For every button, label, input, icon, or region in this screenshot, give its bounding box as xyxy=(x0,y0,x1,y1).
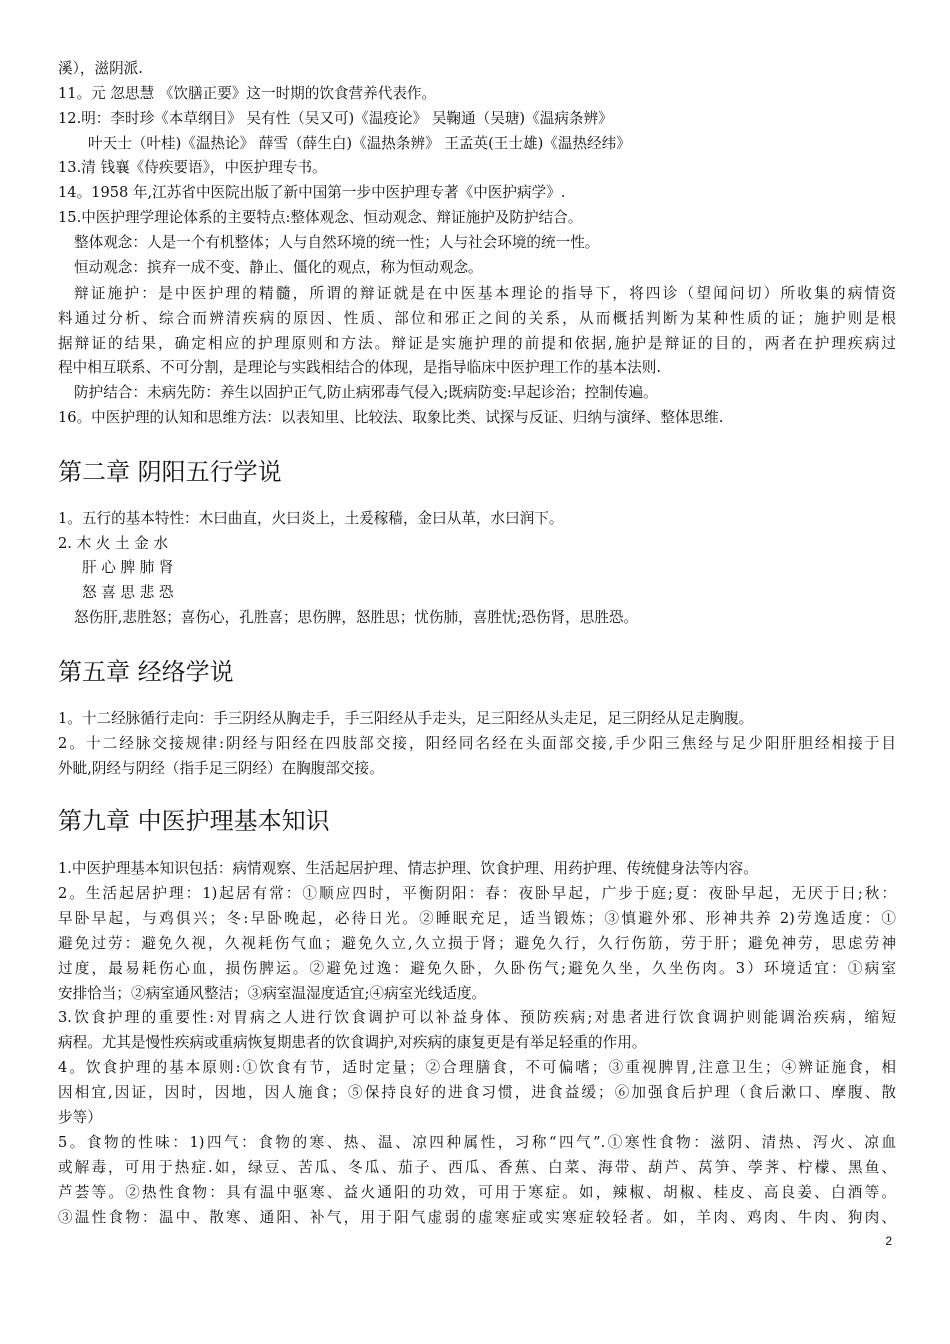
chapter-heading: 第二章 阴阳五行学说 xyxy=(58,458,282,486)
text-line: 13.清 钱襄《侍疾要语》，中医护理专书。 xyxy=(58,159,327,176)
text-line: 叶天士（叶桂)《温热论》 薛雪（薛生白)《温热条辨》 王孟英(王士雄)《温热经纬》 xyxy=(88,135,631,152)
text-line: 因相宜,因证，因时，因地，因人施食；⑤保持良好的进食习惯，进食益缓；⑥加强食后护理（食后漱口、摩腹、散 xyxy=(58,1084,896,1101)
text-line: 3.饮食护理的重要性:对胃病之人进行饮食调护可以补益身体、预防疾病;对患者进行饮食调护则能调治疾病，缩短 xyxy=(58,1009,896,1026)
text-line: 恒动观念：摈弃一成不变、静止、僵化的观点，称为恒动观念。 xyxy=(74,259,483,276)
text-line: 14。1958 年,江苏省中医院出版了新中国第一步中医护理专著《中医护病学》. xyxy=(58,184,566,201)
page-number: 2 xyxy=(885,1234,892,1248)
text-line: 或解毒，可用于热症.如，绿豆、苦瓜、冬瓜、茄子、西瓜、香蕉、白菜、海带、葫芦、莴笋、荸荠、柠檬、黑鱼、 xyxy=(58,1159,896,1176)
text-line: 整体观念：人是一个有机整体；人与自然环境的统一性；人与社会环境的统一性。 xyxy=(74,234,600,251)
text-line: 怒伤肝,悲胜怒；喜伤心，孔胜喜；思伤脾，怒胜思；忧伤肺，喜胜忧;恐伤肾，思胜恐。 xyxy=(74,609,639,626)
chapter-heading: 第五章 经络学说 xyxy=(58,658,234,686)
text-line: 2。十二经脉交接规律:阴经与阳经在四肢部交接，阳经同名经在头面部交接,手少阳三焦经与足少阳肝胆经相接于目 xyxy=(58,735,896,752)
text-line: 15.中医护理学理论体系的主要特点:整体观念、恒动观念、辩证施护及防护结合。 xyxy=(58,209,583,226)
text-line: 外眦,阴经与阴经（指手足三阴经）在胸腹部交接。 xyxy=(58,760,384,777)
text-line: 2. 木 火 土 金 水 xyxy=(58,535,169,552)
text-line: 程中相互联系、不可分割，是理论与实践相结合的体现，是指导临床中医护理工作的基本法则. xyxy=(58,359,661,376)
text-line: 11。元 忽思慧 《饮膳正要》这一时期的饮食营养代表作。 xyxy=(58,85,437,102)
text-line: 12.明：李时珍《本草纲目》 吴有性（吴又可)《温疫论》 吴鞠通（吴瑭)《温病条辨》 xyxy=(58,110,613,127)
text-line: 1。五行的基本特性：木曰曲直，火曰炎上，土爰稼穑，金曰从革，水曰润下。 xyxy=(58,510,564,527)
text-line: 1.中医护理基本知识包括：病情观察、生活起居护理、情志护理、饮食护理、用药护理、传统健身法等内容。 xyxy=(58,860,758,877)
text-line: 过度，最易耗伤心血，损伤脾运。②避免过逸：避免久卧，久卧伤气;避免久坐，久坐伤肉。3）环境适宜：①病室 xyxy=(58,960,896,977)
text-line: 避免过劳：避免久视，久视耗伤气血；避免久立,久立损于肾；避免久行，久行伤筋，劳于肝；避免神劳，思虑劳神 xyxy=(58,935,896,952)
text-line: 病程。尤其是慢性疾病或重病恢复期患者的饮食调护,对疾病的康复更是有举足轻重的作用。 xyxy=(58,1034,647,1051)
text-line: 1。十二经脉循行走向：手三阴经从胸走手，手三阳经从手走头，足三阳经从头走足，足三阴经从足走胸腹。 xyxy=(58,710,754,727)
text-line: 防护结合：未病先防：养生以固护正气,防止病邪毒气侵入;既病防变:早起诊治；控制传遍。 xyxy=(74,384,658,401)
text-line: 辩证施护：是中医护理的精髓，所谓的辩证就是在中医基本理论的指导下，将四诊（望闻问切）所收集的病情资 xyxy=(74,285,896,302)
text-line: 料通过分析、综合而辨清疾病的原因、性质、部位和邪正之间的关系，从而概括判断为某种性质的证；施护则是根 xyxy=(58,310,896,327)
text-line: 肝 心 脾 肺 肾 xyxy=(82,559,174,576)
text-line: 步等） xyxy=(58,1109,102,1126)
chapter-heading: 第九章 中医护理基本知识 xyxy=(58,807,330,835)
text-line: 2。生活起居护理：1)起居有常：①顺应四时，平衡阴阳：春：夜卧早起，广步于庭;夏：夜卧早起，无厌于日;秋： xyxy=(58,885,896,902)
text-line: 据辩证的结果，确定相应的护理原则和方法。辩证是实施护理的前提和依据,施护是辩证的目的，两者在护理疾病过 xyxy=(58,335,896,352)
text-line: 芦荟等。②热性食物：具有温中驱寒、益火通阳的功效，可用于寒症。如，辣椒、胡椒、桂皮、高良姜、白酒等。 xyxy=(58,1184,896,1201)
text-line: 16。中医护理的认知和思维方法：以表知里、比较法、取象比类、试探与反证、归纳与演绎、整体思维. xyxy=(58,409,724,426)
text-line: 5。食物的性味：1)四气：食物的寒、热、温、凉四种属性，习称“四气”.①寒性食物：滋阴、清热、泻火、凉血 xyxy=(58,1134,896,1151)
text-line: 早卧早起，与鸡俱兴；冬:早卧晚起，必待日光。②睡眠充足，适当锻炼；③慎避外邪、形神共养 2)劳逸适度：① xyxy=(58,910,896,927)
text-line: ③温性食物：温中、散寒、通阳、补气，用于阳气虚弱的虚寒症或实寒症较轻者。如，羊肉、鸡肉、牛肉、狗肉、 xyxy=(58,1209,896,1226)
text-line: 溪），滋阴派. xyxy=(58,60,143,77)
text-line: 怒 喜 思 悲 恐 xyxy=(82,584,174,601)
text-line: 安排恰当；②病室通风整洁；③病室温湿度适宜;④病室光线适度。 xyxy=(58,985,487,1002)
text-line: 4。饮食护理的基本原则:①饮食有节，适时定量；②合理膳食，不可偏嗜；③重视脾胃,注意卫生；④辨证施食，相 xyxy=(58,1059,896,1076)
